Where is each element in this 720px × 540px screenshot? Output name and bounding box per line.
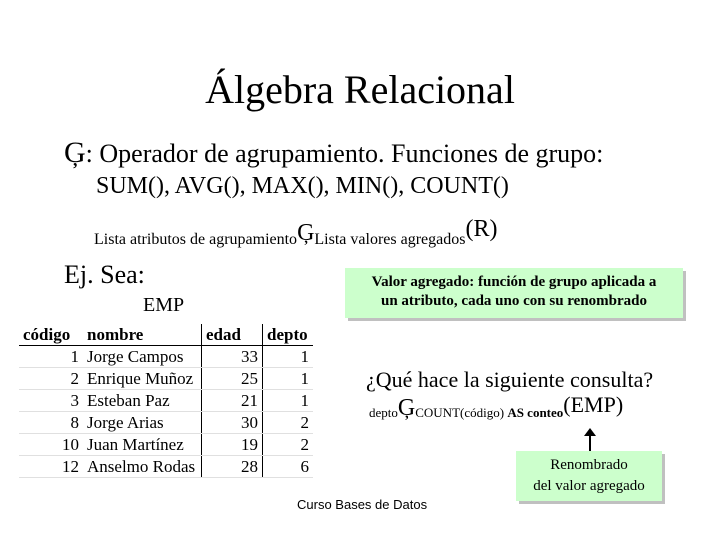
aggregate-value-callout: [345, 268, 683, 318]
rename-callout-line-2: del valor agregado: [533, 478, 645, 494]
col-header-depto: depto: [263, 324, 314, 346]
group-operator-symbol: Ģ: [64, 136, 86, 169]
col-header-nombre: nombre: [83, 324, 202, 346]
cell-nombre: Anselmo Rodas: [83, 456, 202, 478]
table-row: [19, 368, 313, 390]
table-row: [19, 412, 313, 434]
query-relation: (EMP): [563, 392, 624, 417]
table-name: EMP: [143, 294, 185, 316]
formula-aggregate-list: Lista valores agregados: [314, 231, 466, 248]
cell-nombre: Enrique Muñoz: [83, 368, 202, 390]
cell-depto: 1: [263, 346, 314, 368]
query-group-attribute: depto: [369, 405, 398, 420]
cell-depto: 2: [263, 412, 314, 434]
table-row: [19, 456, 313, 478]
col-header-codigo: código: [19, 324, 83, 346]
table-row: [19, 390, 313, 412]
aggregate-callout-line-1: Valor agregado: función de grupo aplicada a: [371, 274, 657, 290]
query-aggregate: COUNT(código): [415, 405, 508, 420]
cell-nombre: Jorge Campos: [83, 346, 202, 368]
formula-group-attributes: Lista atributos de agrupamiento: [94, 231, 298, 248]
query-group-symbol: Ģ: [397, 395, 416, 421]
footer-text: Curso Bases de Datos: [297, 497, 428, 512]
cell-edad: 25: [202, 368, 263, 390]
table-row: [19, 434, 313, 456]
query-expression: [369, 392, 624, 424]
cell-codigo: 3: [19, 390, 83, 412]
cell-edad: 19: [202, 434, 263, 456]
cell-nombre: Esteban Paz: [83, 390, 202, 412]
slide-title: Álgebra Relacional: [205, 67, 515, 112]
emp-table: [19, 324, 313, 478]
query-alias: AS conteo: [507, 405, 564, 420]
example-label: Ej. Sea:: [64, 260, 145, 289]
rename-callout-line-1: Renombrado: [550, 457, 628, 473]
cell-edad: 30: [202, 412, 263, 434]
table-row: [19, 346, 313, 368]
grouping-formula: [94, 216, 498, 251]
cell-codigo: 2: [19, 368, 83, 390]
cell-edad: 21: [202, 390, 263, 412]
cell-codigo: 12: [19, 456, 83, 478]
cell-depto: 2: [263, 434, 314, 456]
formula-group-symbol: Ģ: [297, 220, 315, 246]
question-text: ¿Qué hace la siguiente consulta?: [366, 367, 654, 392]
rename-callout: [516, 451, 662, 501]
cell-edad: 28: [202, 456, 263, 478]
cell-depto: 6: [263, 456, 314, 478]
table-header-row: [19, 324, 313, 346]
col-header-edad: edad: [202, 324, 263, 346]
arrow-shaft: [589, 432, 591, 453]
intro-line-1: [64, 136, 603, 170]
cell-codigo: 1: [19, 346, 83, 368]
cell-depto: 1: [263, 390, 314, 412]
cell-edad: 33: [202, 346, 263, 368]
cell-codigo: 10: [19, 434, 83, 456]
cell-codigo: 8: [19, 412, 83, 434]
group-functions-list: SUM(), AVG(), MAX(), MIN(), COUNT(): [96, 173, 509, 199]
intro-description: : Operador de agrupamiento. Funciones de grupo:: [85, 139, 604, 168]
cell-nombre: Juan Martínez: [83, 434, 202, 456]
cell-depto: 1: [263, 368, 314, 390]
aggregate-callout-line-2: un atributo, cada uno con su renombrado: [380, 293, 648, 309]
cell-nombre: Jorge Arias: [83, 412, 202, 434]
formula-relation: (R): [465, 216, 498, 242]
